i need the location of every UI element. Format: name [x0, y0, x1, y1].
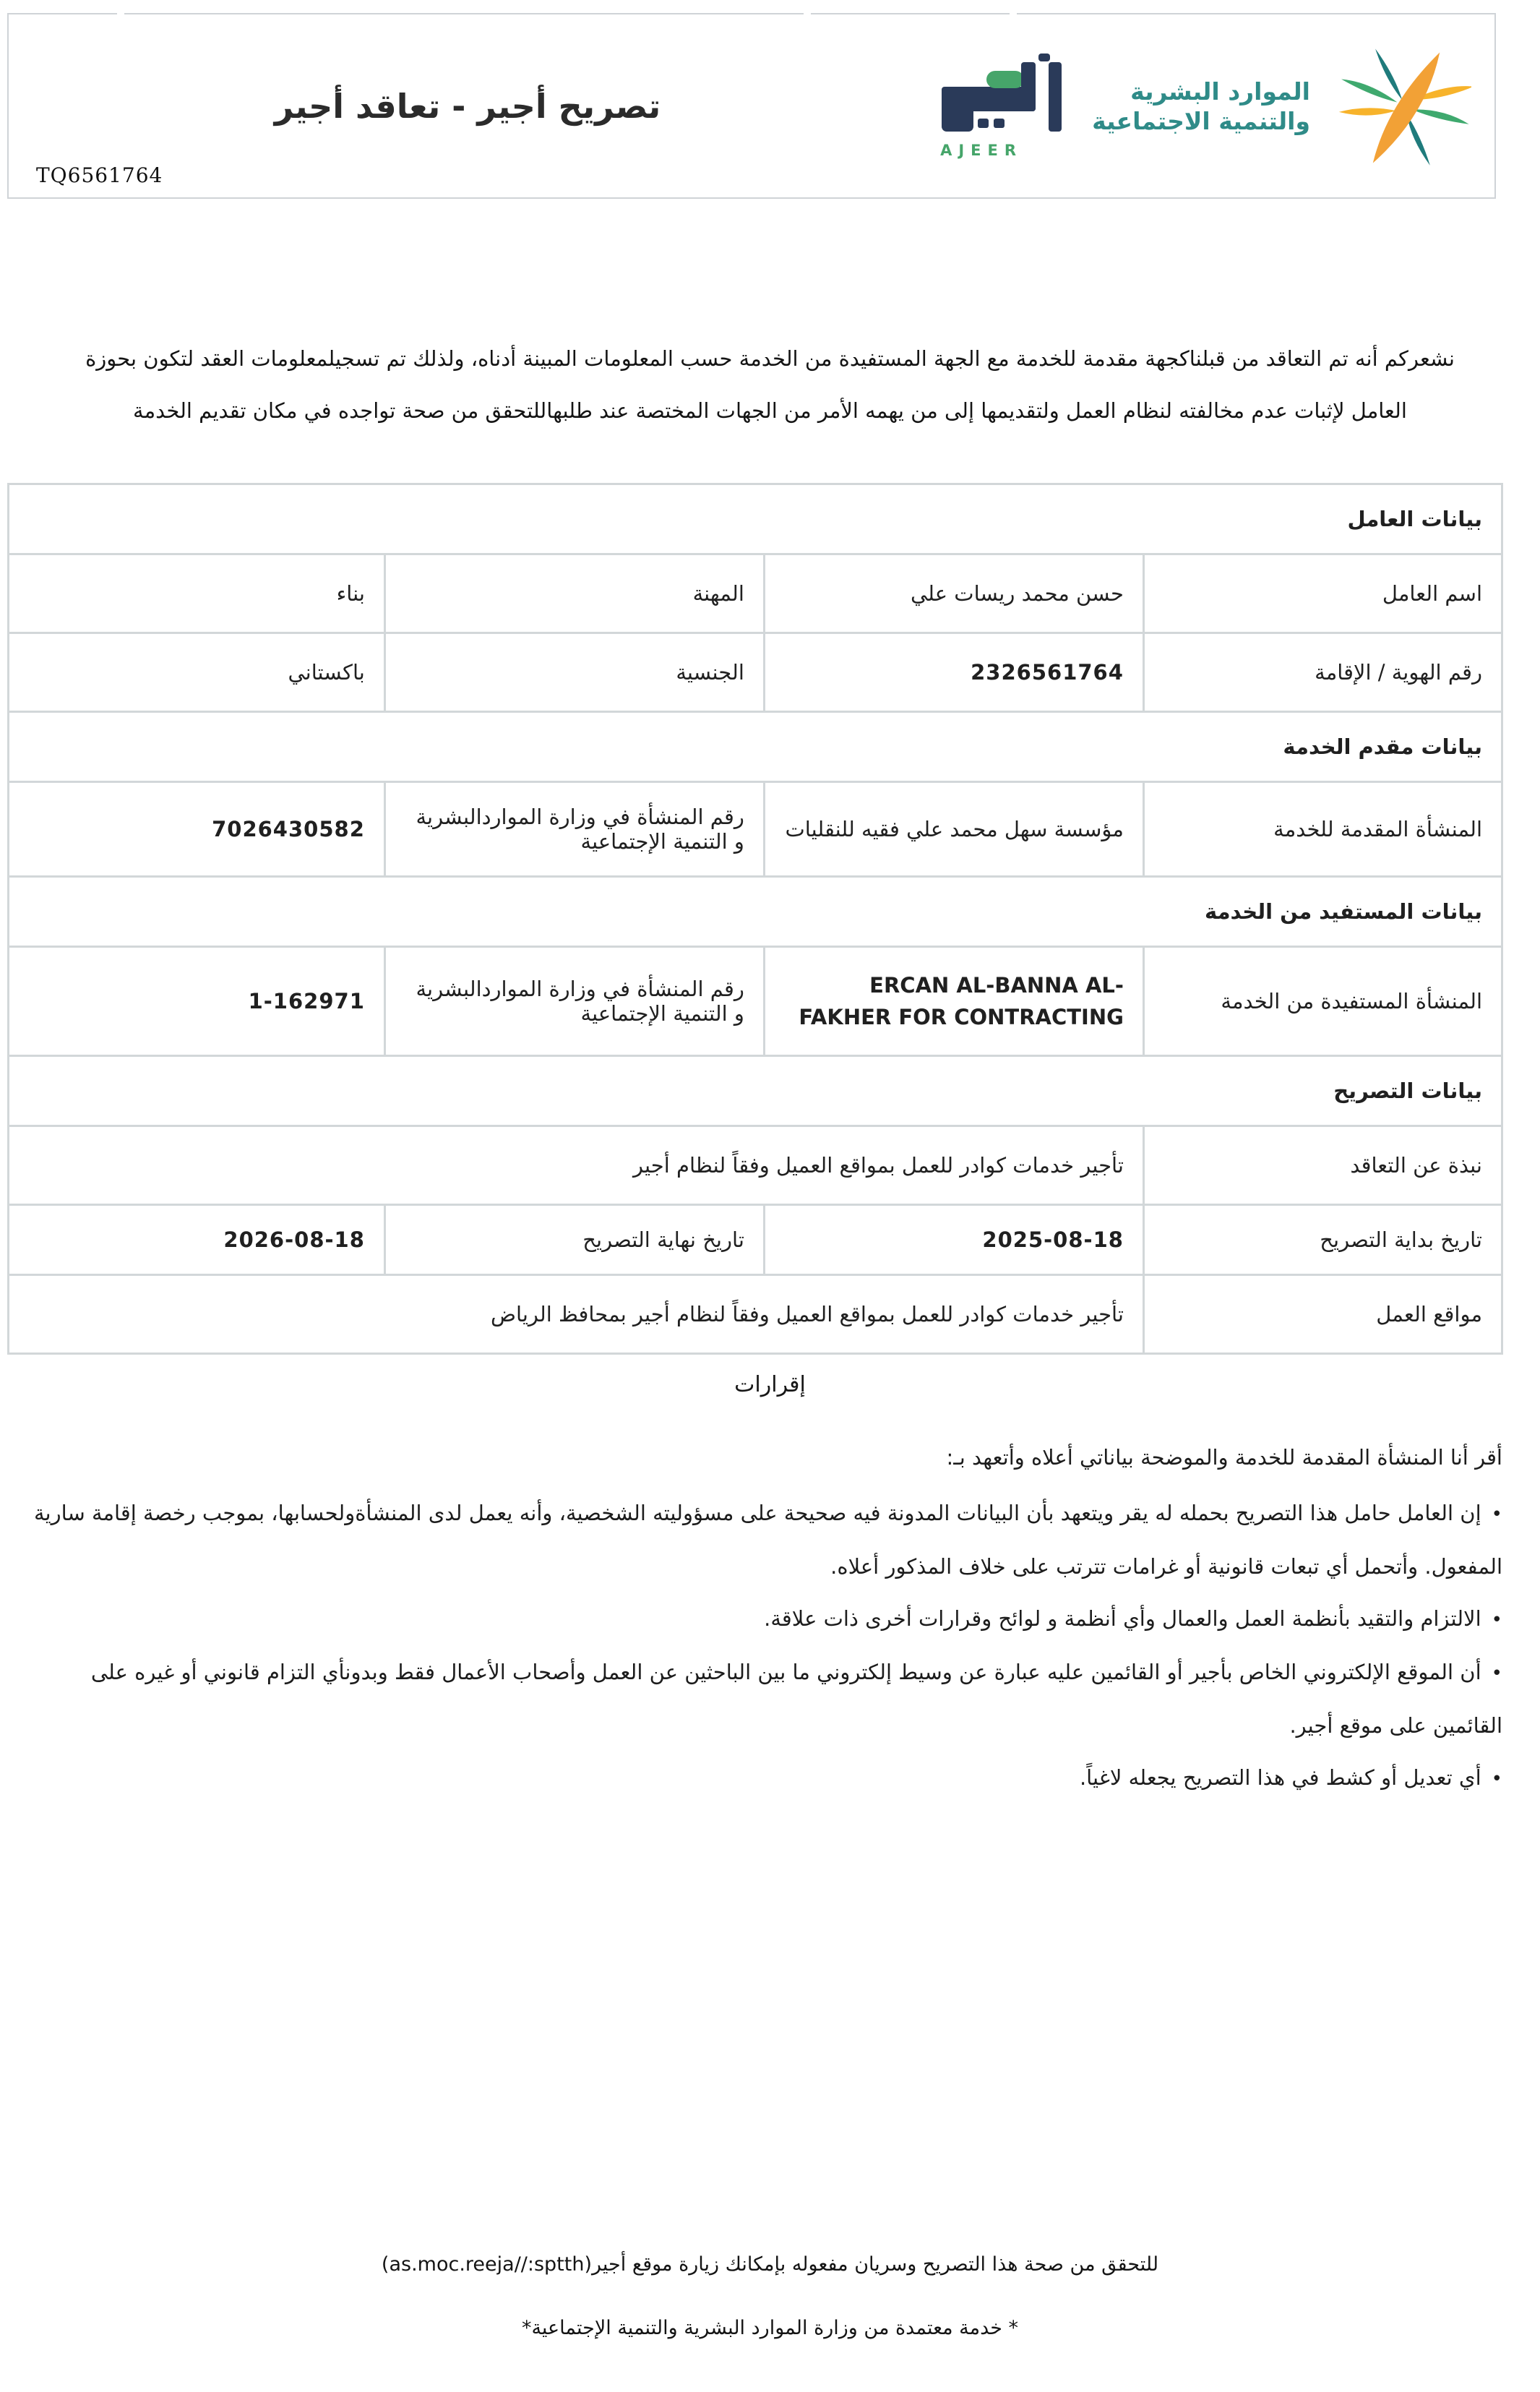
value-beneficiary-mol-number: 1-162971	[9, 947, 385, 1056]
declaration-text: إن العامل حامل هذا التصريح بحمله له يقر ويتعهد بأن البيانات المدونة فيه صحيحة على مسؤوليته الشخصية، وأنه يعمل لدى المنشأةولحسابها، بموجب رخصة إقامة سارية المفعول. وأتحمل أي تبعات قانونية أو غرامات تترتب على خلاف المذكور أعلاه.	[33, 1501, 1502, 1579]
permit-data-table	[7, 483, 1503, 1355]
label-start-date: تاريخ بداية التصريح	[1143, 1205, 1502, 1275]
table-row	[9, 947, 1502, 1056]
list-item	[29, 1592, 1502, 1646]
section-title-worker: بيانات العامل	[9, 484, 1502, 554]
page-title: تصريح أجير - تعاقد أجير	[274, 86, 661, 126]
document-header	[7, 13, 1496, 199]
label-id-number: رقم الهوية / الإقامة	[1143, 633, 1502, 712]
label-profession: المهنة	[384, 554, 764, 633]
bullet-icon: •	[1491, 1663, 1502, 1684]
ministry-name-line1: الموارد البشرية	[1130, 77, 1310, 106]
value-provider-establishment: مؤسسة سهل محمد علي فقيه للنقليات	[764, 782, 1143, 877]
section-header-row	[9, 712, 1502, 782]
label-contract-summary: نبذة عن التعاقد	[1143, 1126, 1502, 1205]
intro-line2: العامل لإثبات عدم مخالفته لنظام العمل ولتقديمها إلى من يهمه الأمر من الجهات المختصة عند طلبهاللتحقق من صحة تواجده في مكان تقديم الخدمة	[133, 398, 1407, 423]
value-work-locations: تأجير خدمات كوادر للعمل بمواقع العميل وفقاً لنظام أجير بمحافظ الرياض	[9, 1275, 1144, 1354]
section-header-row	[9, 484, 1502, 554]
declaration-text: أن الموقع الإلكتروني الخاص بأجير أو القائمين عليه عبارة عن وسيط إلكتروني ما بين الباحثين عن العمل وأصحاب الأعمال فقط وبدونأي التزام قانوني أو غيره على القائمين على موقع أجير.	[90, 1660, 1502, 1738]
value-provider-mol-number: 7026430582	[9, 782, 385, 877]
section-header-row	[9, 1056, 1502, 1126]
permit-number: TQ6561764	[36, 163, 163, 187]
declarations-title: إقرارات	[734, 1372, 806, 1397]
declaration-text: أي تعديل أو كشط في هذا التصريح يجعله لاغياً.	[1079, 1765, 1481, 1790]
label-provider-establishment: المنشأة المقدمة للخدمة	[1143, 782, 1502, 877]
label-end-date: تاريخ نهاية التصريح	[384, 1205, 764, 1275]
value-profession: بناء	[9, 554, 385, 633]
table-row	[9, 1275, 1502, 1354]
value-start-date: 2025-08-18	[764, 1205, 1143, 1275]
label-beneficiary-mol-number: رقم المنشأة في وزارة المواردالبشرية و التنمية الإجتماعية	[384, 947, 764, 1056]
value-worker-name: حسن محمد ريسات علي	[764, 554, 1143, 633]
ajeer-latin-label: AJEER	[940, 141, 1023, 159]
footer-verification-line: للتحقق من صحة هذا التصريح وسريان مفعوله بإمكانك زيارة موقع أجير(as.moc.reeja//:sptth)	[381, 2253, 1159, 2276]
title-container	[124, 14, 811, 197]
label-nationality: الجنسية	[384, 633, 764, 712]
label-provider-mol-number: رقم المنشأة في وزارة المواردالبشرية و التنمية الإجتماعية	[384, 782, 764, 877]
declarations-section	[0, 1372, 1540, 1805]
table-row	[9, 554, 1502, 633]
declaration-text: الالتزام والتقيد بأنظمة العمل والعمال وأي أنظمة و لوائح وقرارات أخرى ذات علاقة.	[764, 1606, 1481, 1631]
list-item	[29, 1487, 1502, 1592]
table-row	[9, 633, 1502, 712]
value-id-number: 2326561764	[764, 633, 1143, 712]
intro-line1: نشعركم أنه تم التعاقد من قبلناكجهة مقدمة للخدمة مع الجهة المستفيدة من الخدمة حسب المعلومات المبينة أدناه، ولذلك تم تسجيلمعلومات العقد لتكون بحوزة	[85, 346, 1455, 371]
bullet-icon: •	[1491, 1768, 1502, 1790]
border-notch	[117, 13, 124, 15]
declarations-intro: أقر أنا المنشأة المقدمة للخدمة والموضحة بياناتي أعلاه وأتعهد بـ:	[946, 1445, 1502, 1470]
label-beneficiary-establishment: المنشأة المستفيدة من الخدمة	[1143, 947, 1502, 1056]
list-item	[29, 1752, 1502, 1805]
ajeer-wordmark-icon	[940, 53, 1064, 136]
value-contract-summary: تأجير خدمات كوادر للعمل بمواقع العميل وفقاً لنظام أجير	[9, 1126, 1144, 1205]
ministry-name	[1092, 77, 1310, 136]
label-worker-name: اسم العامل	[1143, 554, 1502, 633]
ministry-name-line2: والتنمية الاجتماعية	[1092, 106, 1310, 135]
value-nationality: باكستاني	[9, 633, 385, 712]
table-row	[9, 782, 1502, 877]
table-row	[9, 1126, 1502, 1205]
value-end-date: 2026-08-18	[9, 1205, 385, 1275]
logos-container	[940, 14, 1484, 197]
bullet-icon: •	[1491, 1609, 1502, 1631]
label-work-locations: مواقع العمل	[1143, 1275, 1502, 1354]
section-title-permit: بيانات التصريح	[9, 1056, 1502, 1126]
declarations-list	[0, 1483, 1540, 1805]
section-header-row	[9, 877, 1502, 947]
section-title-provider: بيانات مقدم الخدمة	[9, 712, 1502, 782]
table-row	[9, 1205, 1502, 1275]
value-beneficiary-establishment: ERCAN AL-BANNA AL-FAKHER FOR CONTRACTING	[764, 947, 1143, 1056]
list-item	[29, 1646, 1502, 1752]
ajeer-logo	[940, 53, 1064, 159]
bullet-icon: •	[1491, 1504, 1502, 1525]
section-title-beneficiary: بيانات المستفيد من الخدمة	[9, 877, 1502, 947]
document-footer	[0, 2233, 1540, 2360]
footer-approval-line: * خدمة معتمدة من وزارة الموارد البشرية والتنمية الإجتماعية*	[521, 2317, 1019, 2339]
ministry-emblem-icon	[1338, 39, 1471, 173]
